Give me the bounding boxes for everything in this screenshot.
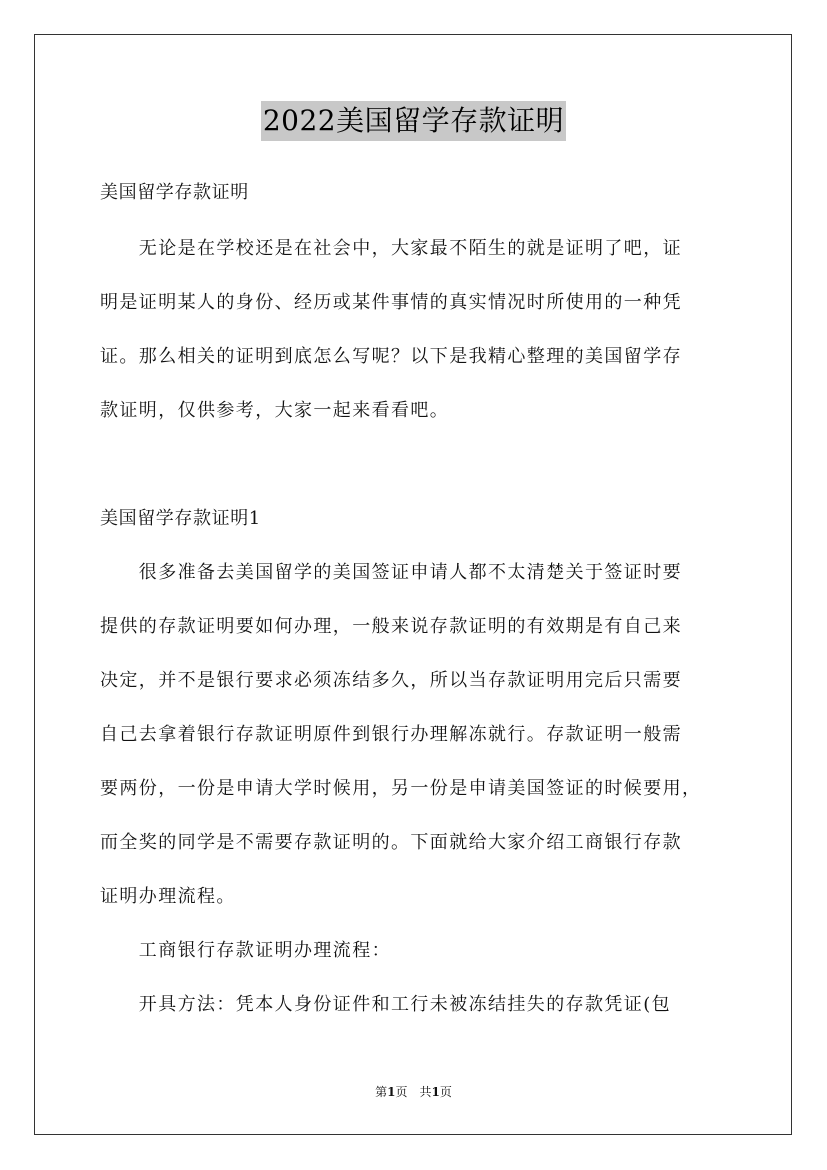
paragraph-line: 证明办理流程。 xyxy=(100,886,236,907)
page-current-number: 1 xyxy=(387,1085,396,1099)
page-footer xyxy=(0,1083,827,1100)
section-heading: 美国留学存款证明 xyxy=(100,182,249,203)
page-suffix: 页 xyxy=(439,1085,452,1099)
paragraph-line: 明是证明某人的身份、经历或某件事情的真实情况时所使用的一种凭 xyxy=(100,292,682,313)
paragraph-line: 很多准备去美国留学的美国签证申请人都不太清楚关于签证时要 xyxy=(100,562,682,583)
document-title: 2022美国留学存款证明 xyxy=(261,101,566,141)
paragraph-line: 决定，并不是银行要求必须冻结多久，所以当存款证明用完后只需要 xyxy=(100,670,682,691)
paragraph-line: 款证明，仅供参考，大家一起来看看吧。 xyxy=(100,400,450,421)
title-container xyxy=(0,101,827,141)
paragraph-line: 工商银行存款证明办理流程： xyxy=(100,940,391,961)
paragraph-line: 无论是在学校还是在社会中，大家最不陌生的就是证明了吧，证 xyxy=(100,238,682,259)
paragraph-line: 而全奖的同学是不需要存款证明的。下面就给大家介绍工商银行存款 xyxy=(100,832,682,853)
section-heading: 美国留学存款证明1 xyxy=(100,508,261,529)
paragraph-line: 开具方法：凭本人身份证件和工行未被冻结挂失的存款凭证(包 xyxy=(100,994,672,1015)
paragraph-line: 自己去拿着银行存款证明原件到银行办理解冻就行。存款证明一般需 xyxy=(100,724,682,745)
paragraph-line: 证。那么相关的证明到底怎么写呢？以下是我精心整理的美国留学存 xyxy=(100,346,682,367)
page-mid: 页 共 xyxy=(395,1085,432,1099)
page-total-number: 1 xyxy=(431,1085,440,1099)
page-prefix: 第 xyxy=(375,1085,388,1099)
paragraph-line: 提供的存款证明要如何办理，一般来说存款证明的有效期是有自己来 xyxy=(100,616,682,637)
paragraph-line: 要两份，一份是申请大学时候用，另一份是申请美国签证的时候要用， xyxy=(100,778,702,799)
